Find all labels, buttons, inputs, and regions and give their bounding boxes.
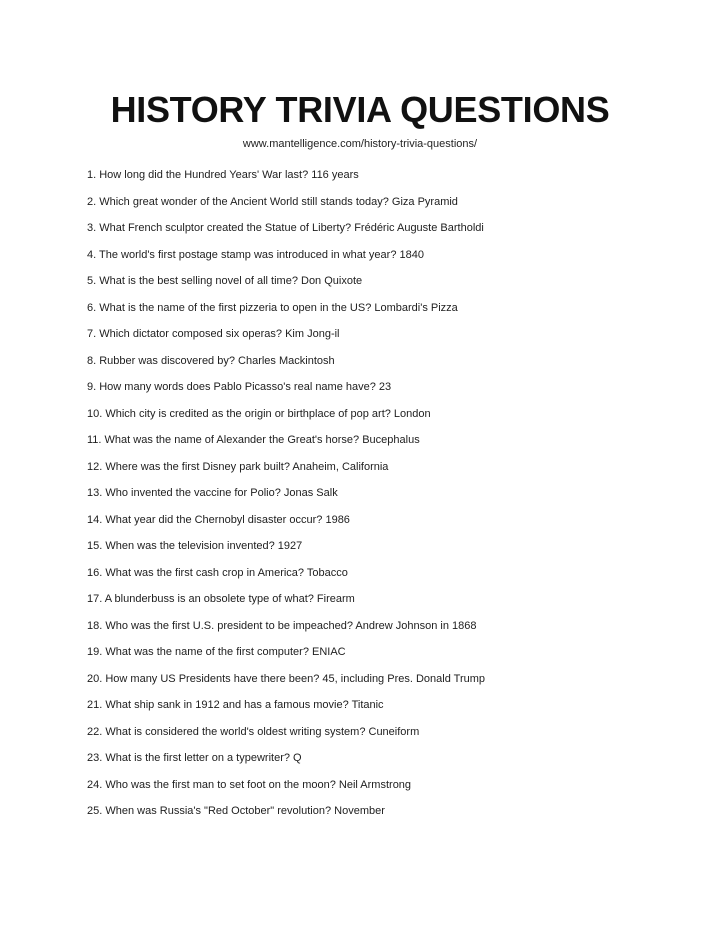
source-url: www.mantelligence.com/history-trivia-questions/ xyxy=(242,138,478,150)
page-title: HISTORY TRIVIA QUESTIONS xyxy=(110,89,610,130)
question-item: 8. Rubber was discovered by? Charles Mackintosh xyxy=(87,354,335,367)
question-item: 18. Who was the first U.S. president to be impeached? Andrew Johnson in 1868 xyxy=(87,619,477,632)
question-list xyxy=(87,167,687,830)
question-item: 2. Which great wonder of the Ancient World still stands today? Giza Pyramid xyxy=(87,195,458,208)
question-item: 24. Who was the first man to set foot on the moon? Neil Armstrong xyxy=(87,778,412,791)
question-item: 23. What is the first letter on a typewriter? Q xyxy=(87,752,302,764)
question-item: 5. What is the best selling novel of all time? Don Quixote xyxy=(87,275,363,287)
question-item: 22. What is considered the world's oldest writing system? Cuneiform xyxy=(87,725,420,738)
question-item: 7. Which dictator composed six operas? Kim Jong-il xyxy=(87,328,340,340)
question-item: 17. A blunderbuss is an obsolete type of what? Firearm xyxy=(87,593,355,605)
question-item: 12. Where was the first Disney park built? Anaheim, California xyxy=(87,460,389,473)
question-item: 20. How many US Presidents have there been? 45, including Pres. Donald Trump xyxy=(87,672,486,685)
question-item: 11. What was the name of Alexander the Great's horse? Bucephalus xyxy=(87,434,420,446)
question-item: 4. The world's first postage stamp was introduced in what year? 1840 xyxy=(87,248,424,261)
question-item: 3. What French sculptor created the Statue of Liberty? Frédéric Auguste Bartholdi xyxy=(87,222,484,234)
question-item: 14. What year did the Chernobyl disaster occur? 1986 xyxy=(87,513,350,526)
question-item: 15. When was the television invented? 1927 xyxy=(87,540,303,552)
question-item: 6. What is the name of the first pizzeria to open in the US? Lombardi's Pizza xyxy=(87,301,458,314)
question-item: 25. When was Russia's "Red October" revolution? November xyxy=(87,805,385,817)
question-item: 9. How many words does Pablo Picasso's real name have? 23 xyxy=(87,381,392,393)
question-item: 16. What was the first cash crop in America? Tobacco xyxy=(87,566,348,579)
question-item: 10. Which city is credited as the origin or birthplace of pop art? London xyxy=(87,407,431,420)
question-item: 1. How long did the Hundred Years' War last? 116 years xyxy=(87,169,359,181)
question-item: 13. Who invented the vaccine for Polio? Jonas Salk xyxy=(87,487,338,499)
question-item: 21. What ship sank in 1912 and has a famous movie? Titanic xyxy=(87,699,384,711)
question-item: 19. What was the name of the first computer? ENIAC xyxy=(87,646,346,658)
